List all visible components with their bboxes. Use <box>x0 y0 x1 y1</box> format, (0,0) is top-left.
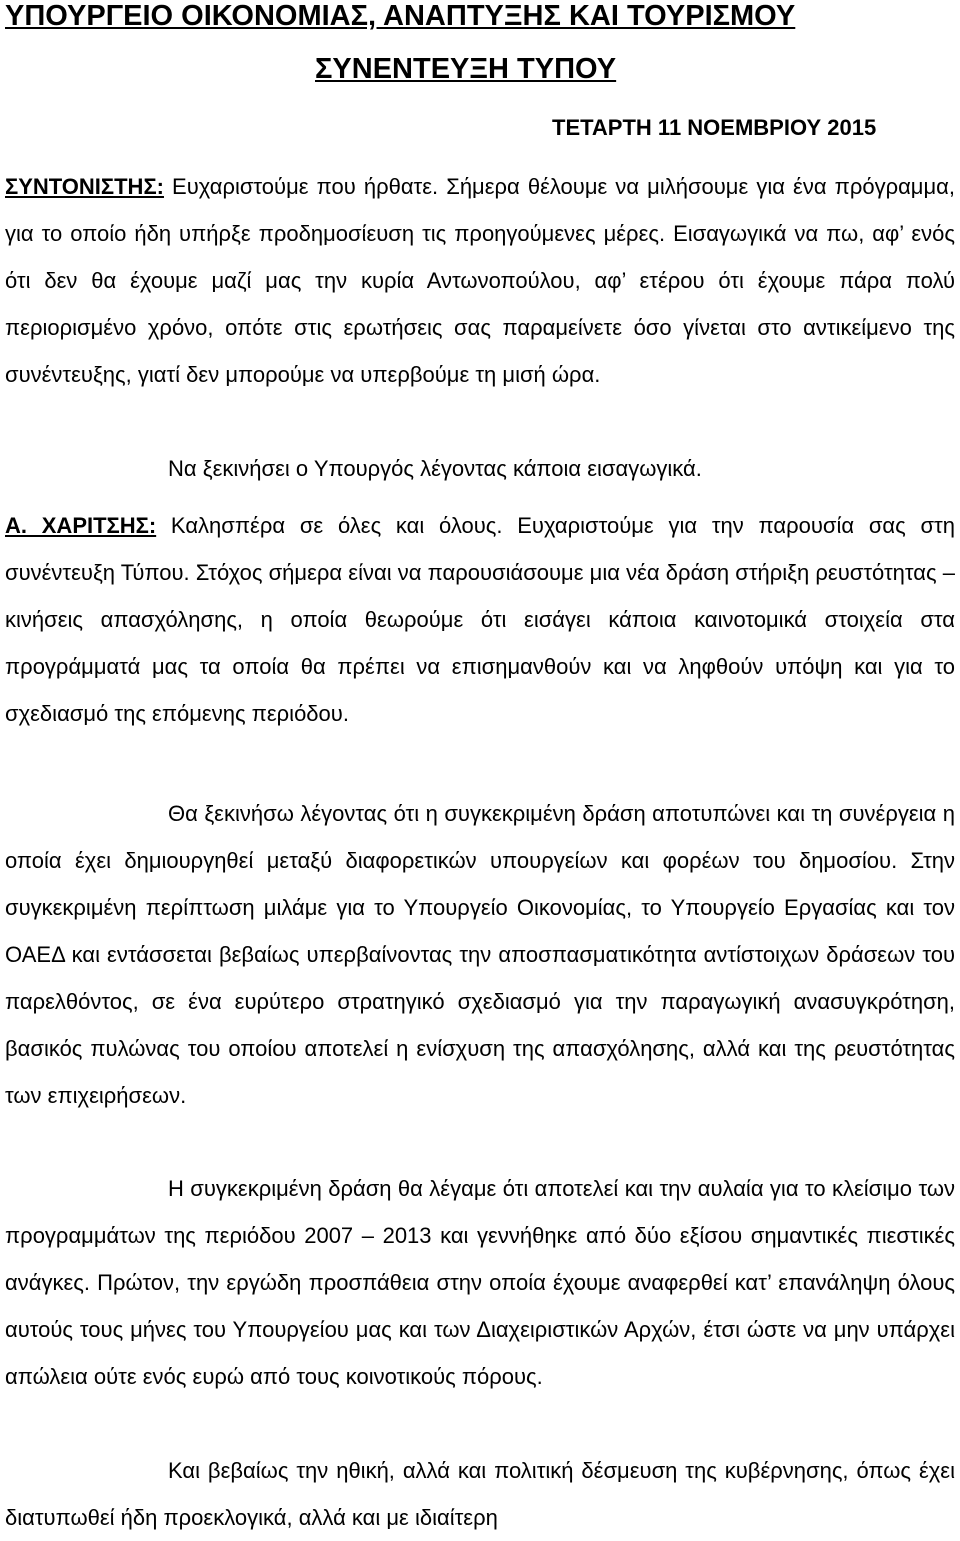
document-title: ΣΥΝΕΝΤΕΥΞΗ ΤΥΠΟΥ <box>315 53 617 85</box>
paragraph-text: Καλησπέρα σε όλες και όλους. Ευχαριστούμε για την παρουσία σας στη συνέντευξη Τύπου. Στόχος σήμερα είναι να παρουσιάσουμε μια νέα δράση στήριξη ρευστότητας – κινήσεις απασχόλησης, η οποία θεωρούμε ότι εισάγει κάποια καινοτομικά στοιχεία στα προγράμματά μας τα οποία θα πρέπει να επισημανθούν και να ληφθούν υπόψη και για το σχεδιασμό της επόμενης περιόδου. <box>5 513 955 726</box>
document-date: ΤΕΤΑΡΤΗ 11 ΝΟΕΜΒΡΙΟΥ 2015 <box>552 115 877 140</box>
paragraph-text: Ευχαριστούμε που ήρθατε. Σήμερα θέλουμε να μιλήσουμε για ένα πρόγραμμα, για το οποίο ήδη υπήρξε προδημοσίευση τις προηγούμενες μέρες. Εισαγωγικά να πω, αφ’ ενός ότι δεν θα έχουμε μαζί μας την κυρία Αντωνοπούλου, αφ’ ετέρου ότι έχουμε πάρα πολύ περιορισμένο χρόνο, οπότε στις ερωτήσεις σας παραμείνετε όσο γίνεται στο αντικείμενο της συνέντευξης, γιατί δεν μπορούμε να υπερβούμε τη μισή ώρα. <box>5 174 955 387</box>
paragraph-commitment: Και βεβαίως την ηθική, αλλά και πολιτική δέσμευση της κυβέρνησης, όπως έχει διατυπωθεί ήδη προεκλογικά, αλλά και με ιδιαίτερη <box>5 1458 955 1530</box>
speaker-label-minister: Α. ΧΑΡΙΤΣΗΣ: <box>5 513 157 538</box>
speaker-label-moderator: ΣΥΝΤΟΝΙΣΤΗΣ: <box>5 174 164 199</box>
paragraph-moderator-handoff: Να ξεκινήσει ο Υπουργός λέγοντας κάποια εισαγωγικά. <box>168 456 702 481</box>
paragraph-synergy: Θα ξεκινήσω λέγοντας ότι η συγκεκριμένη δράση αποτυπώνει και τη συνέργεια η οποία έχει δημιουργηθεί μεταξύ διαφορετικών υπουργείων και φορέων του δημοσίου. Στην συγκεκριμένη περίπτωση μιλάμε για το Υπουργείο Οικονομίας, το Υπουργείο Εργασίας και τον ΟΑΕΔ και εντάσσεται βεβαίως υπερβαίνοντας την αποσπασματικότητα αντίστοιχων δράσεων του παρελθόντος, σε ένα ευρύτερο στρατηγικό σχεδιασμό για την παραγωγική ανασυγκρότηση, βασικός πυλώνας του οποίου αποτελεί η ενίσχυση της απασχόλησης, αλλά και της ρευστότητας των επιχειρήσεων. <box>5 801 955 1108</box>
paragraph-minister-intro <box>5 502 955 737</box>
ministry-title: ΥΠΟΥΡΓΕΙΟ ΟΙΚΟΝΟΜΙΑΣ, ΑΝΑΠΤΥΞΗΣ ΚΑΙ ΤΟΥΡΙΣΜΟΥ <box>5 0 796 32</box>
paragraph-moderator-intro <box>5 163 955 398</box>
paragraph-program-closing: Η συγκεκριμένη δράση θα λέγαμε ότι αποτελεί και την αυλαία για το κλείσιμο των προγραμμάτων της περιόδου 2007 – 2013 και γεννήθηκε από δύο εξίσου σημαντικές πιεστικές ανάγκες. Πρώτον, την εργώδη προσπάθεια στην οποία έχουμε αναφερθεί κατ’ επανάληψη όλους αυτούς τους μήνες του Υπουργείου μας και των Διαχειριστικών Αρχών, έτσι ώστε να μην υπάρχει απώλεια ούτε ενός ευρώ από τους κοινοτικούς πόρους. <box>5 1176 955 1389</box>
